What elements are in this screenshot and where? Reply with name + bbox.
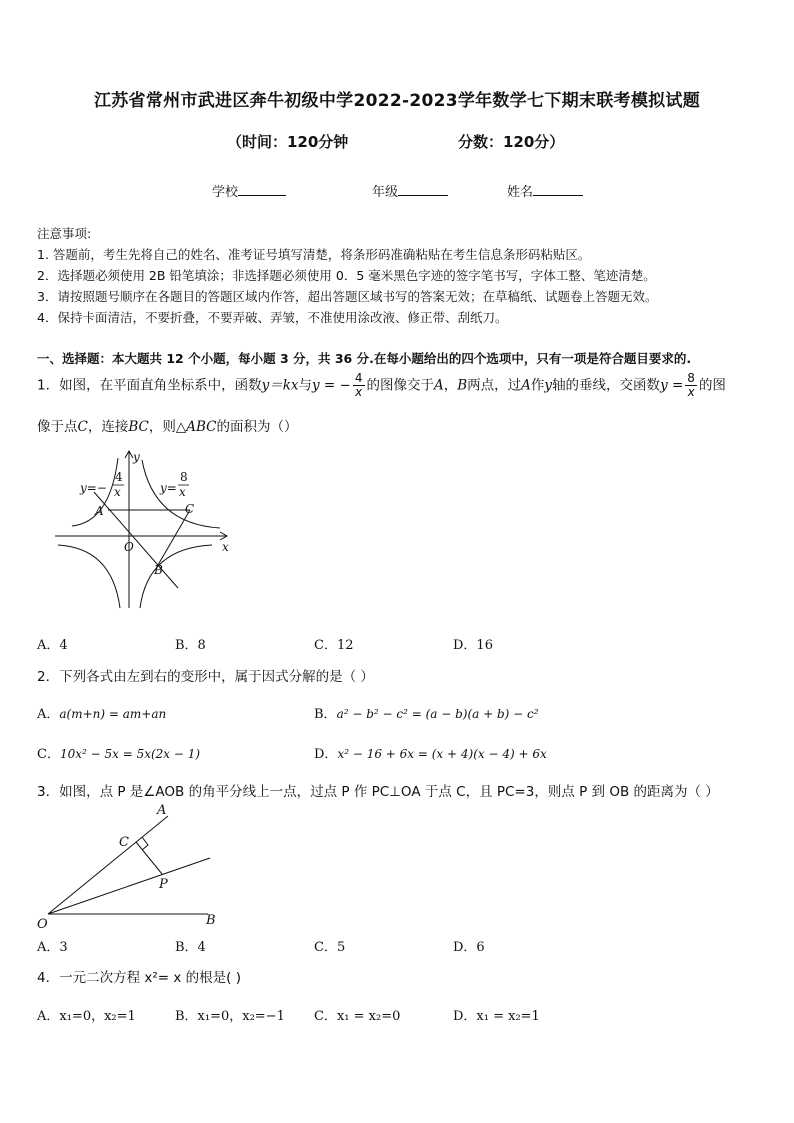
- q3-angle-figure: [30, 800, 230, 932]
- denominator: x: [687, 385, 695, 399]
- option-label: B．: [314, 707, 337, 722]
- point-label: A: [521, 377, 531, 394]
- grade-blank: [398, 183, 448, 196]
- x-axis-label: x: [222, 540, 229, 554]
- q1-text: 的面积为（）: [216, 419, 298, 435]
- point-A-label: A: [95, 504, 104, 518]
- label-right-num: 8: [180, 470, 188, 484]
- q3-option-c: C．5: [314, 940, 346, 955]
- exam-score: 分数：120分）: [458, 133, 565, 151]
- note-item-3: 3．请按照题号顺序在各题目的答题区域内作答，超出答题区域书写的答案无效；在草稿纸、试题卷上答题无效。: [37, 289, 658, 304]
- q2-option-c: [37, 743, 200, 762]
- q2-stem: 2．下列各式由左到右的变形中，属于因式分解的是（ ）: [37, 669, 374, 685]
- q1-option-d: D．16: [453, 638, 493, 653]
- exam-time: （时间：120分钟: [227, 133, 349, 151]
- ray-OA: [48, 816, 168, 914]
- name-blank: [533, 183, 583, 196]
- q2-option-d: [314, 743, 547, 762]
- point-C-label: C: [185, 502, 195, 516]
- note-item-1: 1. 答题前，考生先将自己的姓名、准考证号填写清楚，将条形码准确粘贴在考生信息条形码粘贴区。: [37, 247, 591, 262]
- hyperbola-neg-lower-right: [140, 545, 212, 608]
- q4-option-d: D．x₁ = x₂=1: [453, 1009, 540, 1024]
- q1-func-3: y =: [660, 377, 684, 394]
- point-B-label: B: [206, 913, 216, 928]
- q1-option-b: B．8: [175, 638, 206, 653]
- school-field: [212, 181, 286, 200]
- q1-text: ，: [443, 377, 458, 394]
- q3-option-a: A．3: [37, 940, 68, 955]
- q1-text: 像于点: [37, 419, 78, 435]
- exam-title: 江苏省常州市武进区奔牛初级中学2022-2023学年数学七下期末联考模拟试题: [93, 91, 701, 111]
- q1-func-2: y = −: [312, 377, 351, 394]
- q1-option-a: A．4: [37, 638, 68, 653]
- section-heading: 一、选择题：本大题共 12 个小题，每小题 3 分，共 36 分.在每小题给出的四个选项中，只有一项是符合题目要求的.: [37, 351, 692, 366]
- q4-option-a: A．x₁=0，x₂=1: [37, 1009, 136, 1024]
- q2-option-c-expr: 10x² − 5x = 5x(2x − 1): [59, 747, 201, 761]
- q3-option-b: B．4: [175, 940, 206, 955]
- q3-stem: 3．如图，点 P 是∠AOB 的角平分线上一点，过点 P 作 PC⊥OA 于点 C，且 PC=3，则点 P 到 OB 的距离为（ ）: [37, 784, 719, 800]
- school-label: 学校: [212, 185, 239, 200]
- origin-label: O: [124, 540, 134, 554]
- q1-text: ，则△: [148, 419, 187, 435]
- q1-text: 的图像交于: [366, 377, 434, 394]
- label-left-eq: y=−: [80, 481, 107, 495]
- q1-text: 与: [298, 377, 313, 394]
- denominator: x: [355, 385, 363, 399]
- axis-label: y: [544, 377, 553, 394]
- point-B-label: B: [154, 563, 163, 577]
- name-label: 姓名: [507, 185, 534, 200]
- angle-bisector: [48, 858, 210, 914]
- right-angle-mark: [142, 837, 148, 850]
- numerator: 8: [687, 371, 695, 385]
- note-item-4: 4．保持卡面清洁，不要折叠，不要弄破、弄皱，不准使用涂改液、修正带、刮纸刀。: [37, 310, 508, 325]
- q1-text: 两点，过: [467, 377, 522, 394]
- label-left-den: x: [114, 485, 121, 499]
- segment-BC: [158, 510, 190, 565]
- q1-text: 作: [530, 377, 545, 394]
- q2-option-d-expr: x² − 16 + 6x = (x + 4)(x − 4) + 6x: [337, 747, 547, 761]
- q1-fraction-2: [685, 372, 697, 399]
- q1-fraction-1: [353, 372, 365, 399]
- q1-func-1: y＝kx: [261, 377, 299, 394]
- segment-PC: [136, 842, 162, 874]
- q1-text: 1．如图，在平面直角坐标系中，函数: [37, 377, 262, 394]
- grade-field: [372, 181, 448, 200]
- q2-option-b-expr: a² − b² − c² = (a − b)(a + b) − c²: [336, 707, 539, 721]
- hyperbola-pos-lower-left: [58, 545, 120, 608]
- q2-option-a: [37, 703, 166, 722]
- q1-coordinate-figure: [50, 448, 240, 614]
- q1-line-1: [37, 372, 726, 399]
- school-blank: [238, 183, 286, 196]
- label-right-eq: y=: [160, 481, 177, 495]
- q1-option-c: C．12: [314, 638, 354, 653]
- y-axis-label: y: [133, 450, 140, 464]
- numerator: 4: [354, 371, 363, 385]
- point-O-label: O: [37, 917, 48, 932]
- q2-option-a-expr: a(m+n) = am+an: [59, 707, 167, 721]
- label-right-den: x: [179, 485, 186, 499]
- q1-text: 轴的垂线，交函数: [552, 377, 661, 394]
- point-label: A: [434, 377, 444, 394]
- point-label: B: [457, 377, 468, 394]
- q2-option-b: [314, 703, 539, 722]
- segment-label: BC: [128, 419, 149, 435]
- q1-text: ，连接: [87, 419, 129, 435]
- option-label: A．: [37, 707, 60, 722]
- point-A-label: A: [157, 803, 167, 818]
- note-item-2: 2．选择题必须使用 2B 铅笔填涂；非选择题必须使用 0．5 毫米黑色字迹的签字笔书写，字体工整、笔迹清楚。: [37, 268, 656, 283]
- point-P-label: P: [159, 877, 168, 892]
- notes-heading: 注意事项:: [37, 226, 92, 241]
- name-field: [507, 181, 583, 200]
- q4-stem: 4．一元二次方程 x²= x 的根是( ): [37, 970, 241, 986]
- point-label: C: [77, 419, 88, 435]
- option-label: C．: [37, 747, 60, 762]
- q1-text: 的图: [698, 377, 726, 394]
- q3-option-d: D．6: [453, 940, 485, 955]
- point-C-label: C: [119, 835, 129, 850]
- triangle-label: ABC: [186, 419, 217, 435]
- q1-line-2: [37, 415, 298, 435]
- q4-option-c: C．x₁ = x₂=0: [314, 1009, 401, 1024]
- q4-option-b: B．x₁=0，x₂=−1: [175, 1009, 285, 1024]
- label-left-num: 4: [115, 470, 123, 484]
- grade-label: 年级: [372, 185, 399, 200]
- option-label: D．: [314, 747, 338, 762]
